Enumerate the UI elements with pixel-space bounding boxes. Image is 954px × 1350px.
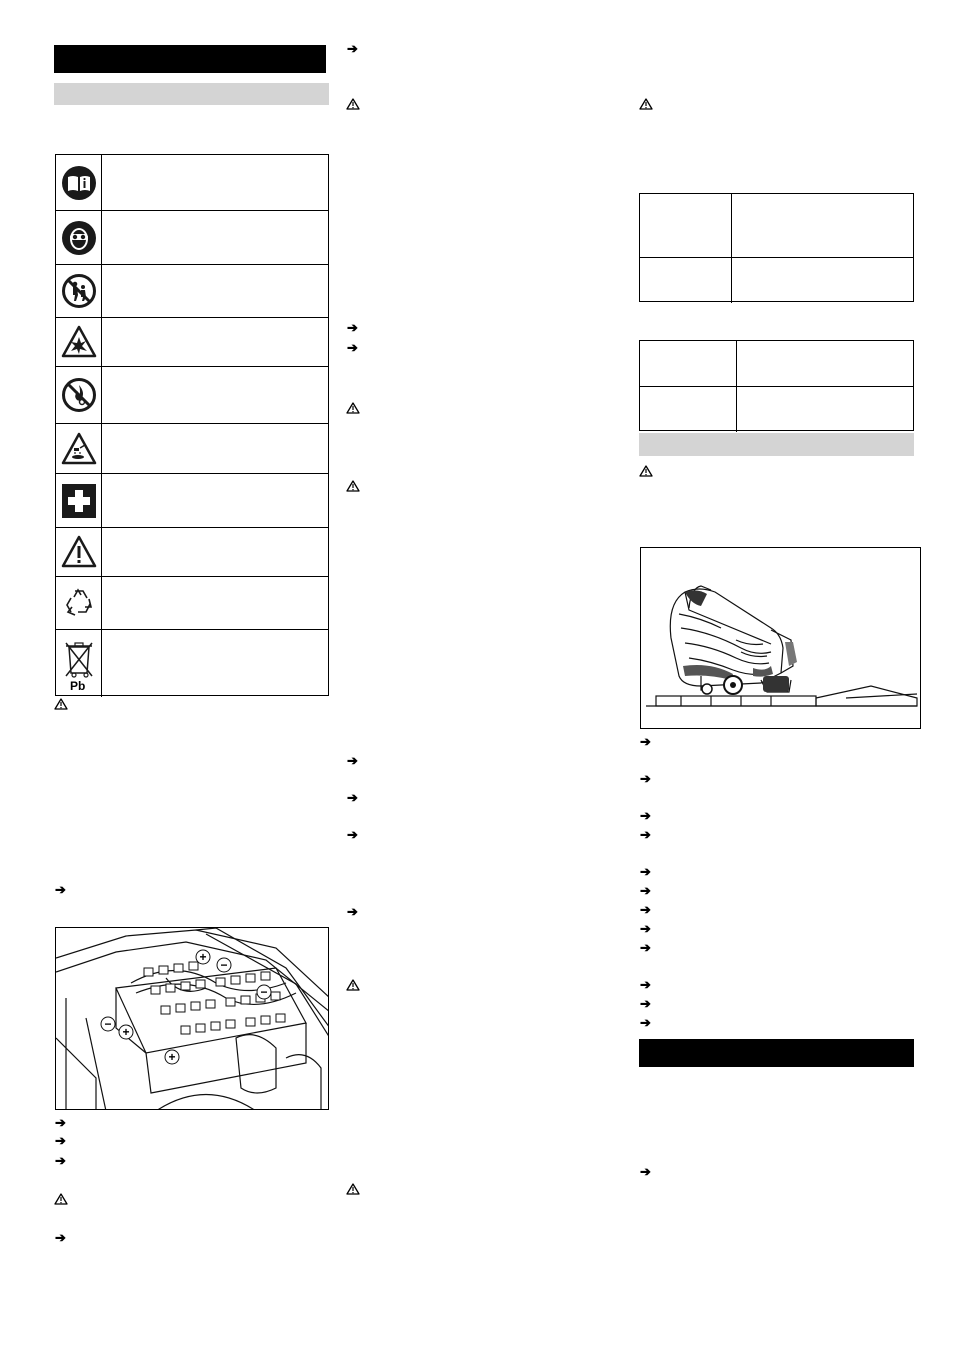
arrow-bullet-icon: ➔ <box>640 1015 651 1030</box>
symbol-row <box>56 265 328 318</box>
goggles-icon <box>61 220 97 256</box>
battery-terminal-label: − <box>260 985 268 999</box>
arrow-bullet-icon: ➔ <box>640 864 651 879</box>
symbol-row <box>56 367 328 424</box>
arrow-bullet-icon: ➔ <box>640 827 651 842</box>
symbol-row <box>56 318 328 367</box>
arrow-bullet-icon: ➔ <box>55 882 66 897</box>
arrow-bullet-icon: ➔ <box>55 1230 66 1245</box>
subsection-header-bar-left <box>54 83 329 105</box>
keep-children-away-icon <box>61 273 97 309</box>
battery-disposal-label: Pb <box>70 679 86 693</box>
arrow-bullet-icon: ➔ <box>347 904 358 919</box>
table-row <box>640 341 913 387</box>
arrow-bullet-icon: ➔ <box>640 734 651 749</box>
spec-table-1 <box>639 193 914 302</box>
battery-compartment-illustration <box>56 928 329 1110</box>
table-row <box>640 387 913 432</box>
table-row <box>640 258 913 303</box>
arrow-bullet-icon: ➔ <box>55 1153 66 1168</box>
manual-book-icon <box>61 165 97 201</box>
machine-illustration <box>641 548 921 729</box>
warning-triangle-icon <box>346 1183 360 1195</box>
recycling-icon <box>61 585 97 621</box>
general-warning-icon <box>61 535 97 569</box>
symbol-row <box>56 211 328 265</box>
no-fire-icon <box>61 377 97 413</box>
arrow-bullet-icon: ➔ <box>640 902 651 917</box>
arrow-bullet-icon: ➔ <box>347 790 358 805</box>
arrow-bullet-icon: ➔ <box>640 808 651 823</box>
arrow-bullet-icon: ➔ <box>640 921 651 936</box>
section-header-bar-left <box>54 45 326 73</box>
arrow-bullet-icon: ➔ <box>347 320 358 335</box>
symbol-row <box>56 424 328 474</box>
arrow-bullet-icon: ➔ <box>640 940 651 955</box>
spec-table-2 <box>639 340 914 431</box>
battery-terminal-label: + <box>199 950 207 964</box>
warning-triangle-icon <box>346 979 360 991</box>
acid-warning-icon <box>61 432 97 466</box>
arrow-bullet-icon: ➔ <box>640 977 651 992</box>
battery-terminal-label: + <box>122 1025 130 1039</box>
symbol-row <box>56 474 328 528</box>
warning-triangle-icon <box>346 98 360 110</box>
arrow-bullet-icon: ➔ <box>640 771 651 786</box>
arrow-bullet-icon: ➔ <box>55 1115 66 1130</box>
arrow-bullet-icon: ➔ <box>640 996 651 1011</box>
battery-terminal-label: − <box>104 1017 112 1031</box>
explosion-warning-icon <box>61 325 97 359</box>
table-row <box>640 194 913 258</box>
warning-triangle-icon <box>346 402 360 414</box>
warning-triangle-icon <box>54 698 68 710</box>
symbol-row <box>56 577 328 630</box>
symbol-row <box>56 155 328 211</box>
subsection-header-bar-right <box>639 433 914 456</box>
symbol-row <box>56 528 328 577</box>
first-aid-icon <box>61 483 97 519</box>
warning-triangle-icon <box>54 1193 68 1205</box>
arrow-bullet-icon: ➔ <box>347 340 358 355</box>
battery-terminal-label: − <box>220 958 228 972</box>
safety-symbol-table <box>55 154 329 696</box>
arrow-bullet-icon: ➔ <box>55 1133 66 1148</box>
arrow-bullet-icon: ➔ <box>347 753 358 768</box>
arrow-bullet-icon: ➔ <box>640 1164 651 1179</box>
section-header-bar-right <box>639 1039 914 1067</box>
symbol-row <box>56 630 328 697</box>
battery-terminal-label: + <box>168 1050 176 1064</box>
machine-on-pallet-figure <box>640 547 921 729</box>
warning-triangle-icon <box>639 465 653 477</box>
warning-triangle-icon <box>346 480 360 492</box>
arrow-bullet-icon: ➔ <box>640 883 651 898</box>
battery-compartment-figure <box>55 927 329 1110</box>
arrow-bullet-icon: ➔ <box>347 827 358 842</box>
warning-triangle-icon <box>639 98 653 110</box>
arrow-bullet-icon: ➔ <box>347 41 358 56</box>
